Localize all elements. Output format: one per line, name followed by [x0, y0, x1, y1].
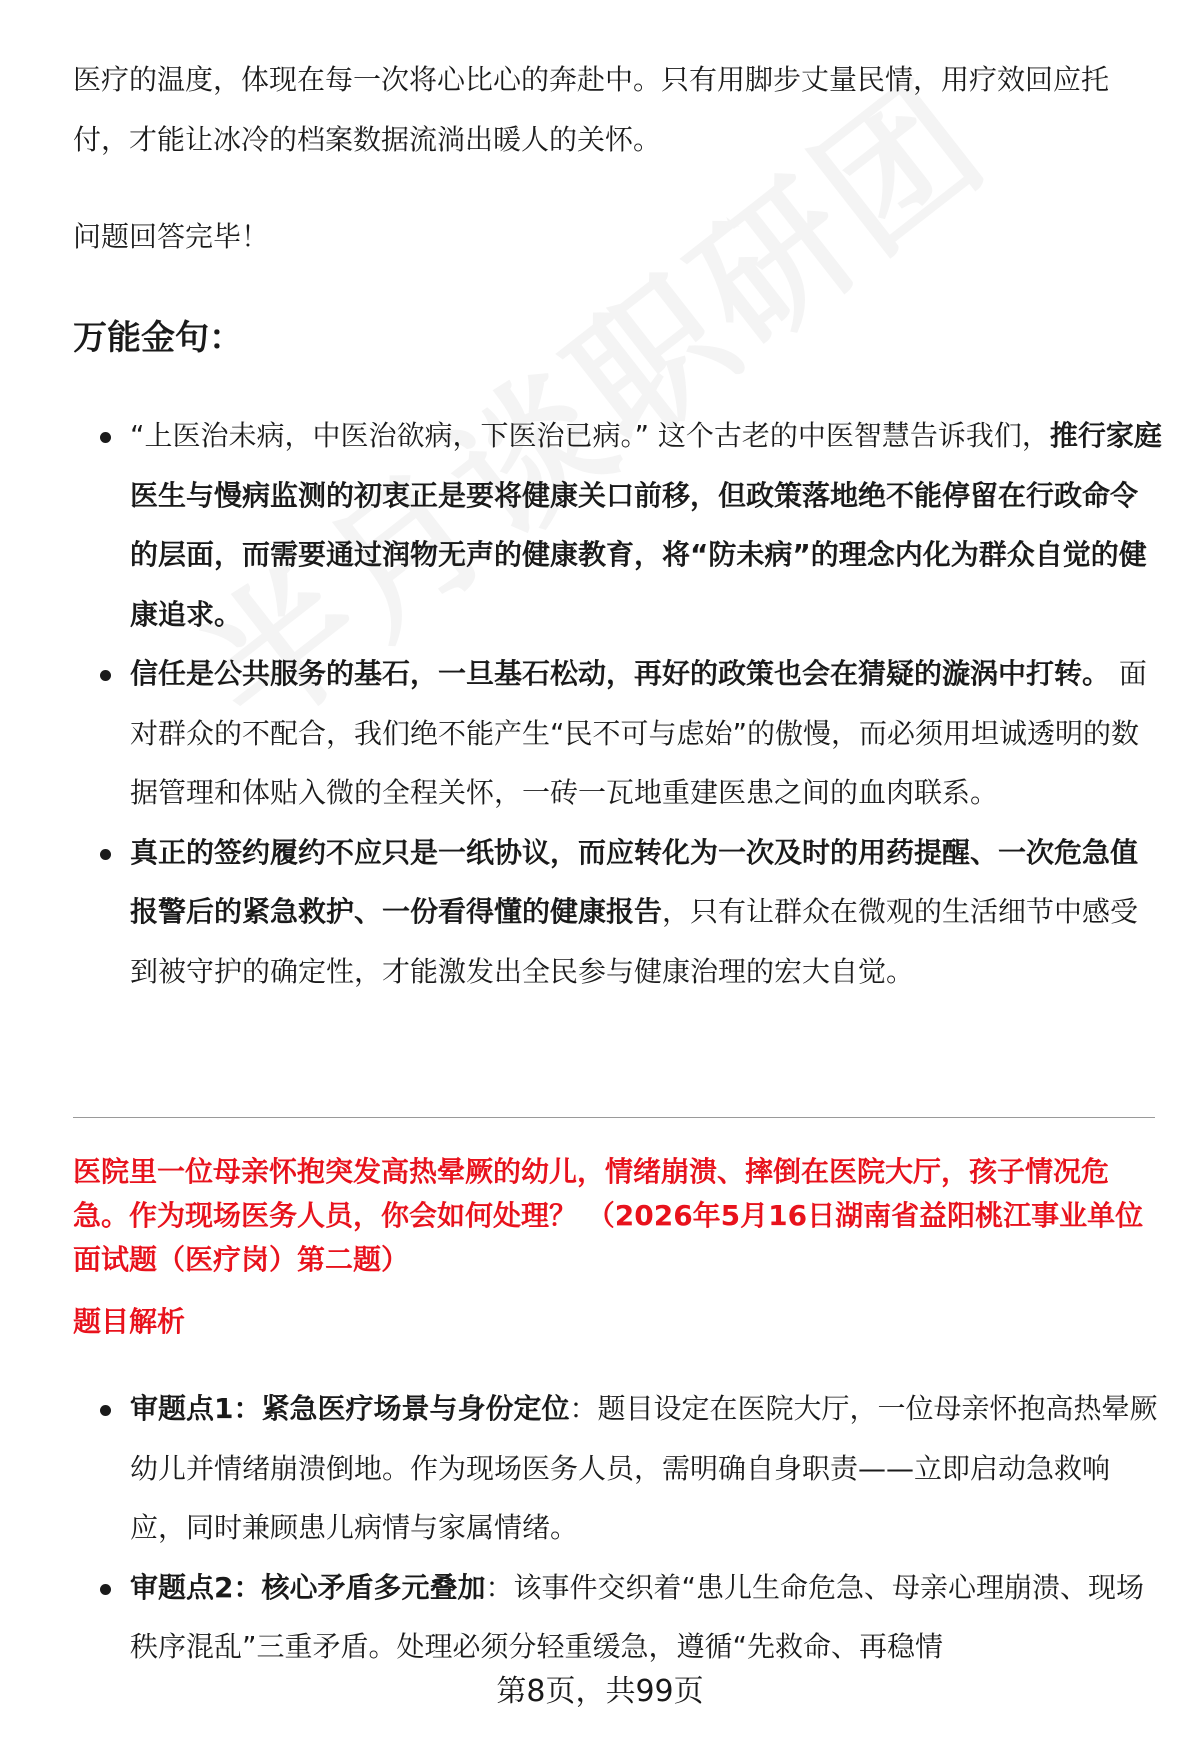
- item-text: ，只有让群众在微观的生活细节中感受到被守护的确定性，才能激发出全民参与健康治理的宏大自觉。: [130, 895, 1139, 988]
- item-bold-text: 推行家庭医生与慢病监测的初衷正是要将健康关口前移，但政策落地绝不能停留在行政命令的层面，而需要通过润物无声的健康教育，将“防未病”的理念内化为群众自觉的健康追求。: [130, 419, 1162, 631]
- golden-sentence-list: [73, 406, 1163, 1001]
- list-item: [73, 406, 1163, 644]
- list-item: [73, 644, 1163, 823]
- item-bold-text: 真正的签约履约不应只是一纸协议，而应转化为一次及时的用药提醒、一次危急值报警后的紧急救护、一份看得懂的健康报告: [130, 835, 1139, 928]
- list-item: [73, 1379, 1163, 1558]
- item-text: ：该事件交织着“患儿生命危急、母亲心理崩溃、现场秩序混乱”三重矛盾。处理必须分轻重缓急，遵循“先救命、再稳情: [130, 1570, 1144, 1663]
- page-number: 第8页，共99页: [496, 1674, 704, 1709]
- item-text: “上医治未病，中医治欲病，下医治已病。” 这个古老的中医智慧告诉我们，: [130, 419, 1050, 452]
- analysis-list: [73, 1379, 1163, 1677]
- intro-paragraph: 医疗的温度，体现在每一次将心比心的奔赴中。只有用脚步丈量民情，用疗效回应托付，才能让冰冷的档案数据流淌出暖人的关怀。: [73, 63, 1110, 156]
- item-text: 面对群众的不配合，我们绝不能产生“民不可与虑始”的傲慢，而必须用坦诚透明的数据管理和体贴入微的全程关怀，一砖一瓦地重建医患之间的血肉联系。: [130, 657, 1147, 809]
- item-text: ：题目设定在医院大厅，一位母亲怀抱高热晕厥幼儿并情绪崩溃倒地。作为现场医务人员，需明确自身职责——立即启动急救响应，同时兼顾患儿病情与家属情绪。: [130, 1392, 1158, 1544]
- item-bold-text: 审题点1：紧急医疗场景与身份定位: [130, 1392, 570, 1425]
- analysis-heading: 题目解析: [73, 1305, 186, 1338]
- item-bold-text: 审题点2：核心矛盾多元叠加: [130, 1570, 486, 1604]
- section-divider: [73, 1117, 1155, 1118]
- list-item: [73, 823, 1163, 1002]
- section-heading-golden-sentences: 万能金句：: [73, 318, 243, 358]
- list-item: [73, 1558, 1163, 1677]
- closing-line: 问题回答完毕！: [73, 220, 270, 253]
- question-title: 医院里一位母亲怀抱突发高热晕厥的幼儿，情绪崩溃、摔倒在医院大厅，孩子情况危急。作为现场医务人员，你会如何处理？ （2026年5月16日湖南省益阳桃江事业单位面试题（医疗岗）第二题）: [73, 1155, 1144, 1276]
- item-bold-text: 信任是公共服务的基石，一旦基石松动，再好的政策也会在猜疑的漩涡中打转。: [130, 657, 1111, 690]
